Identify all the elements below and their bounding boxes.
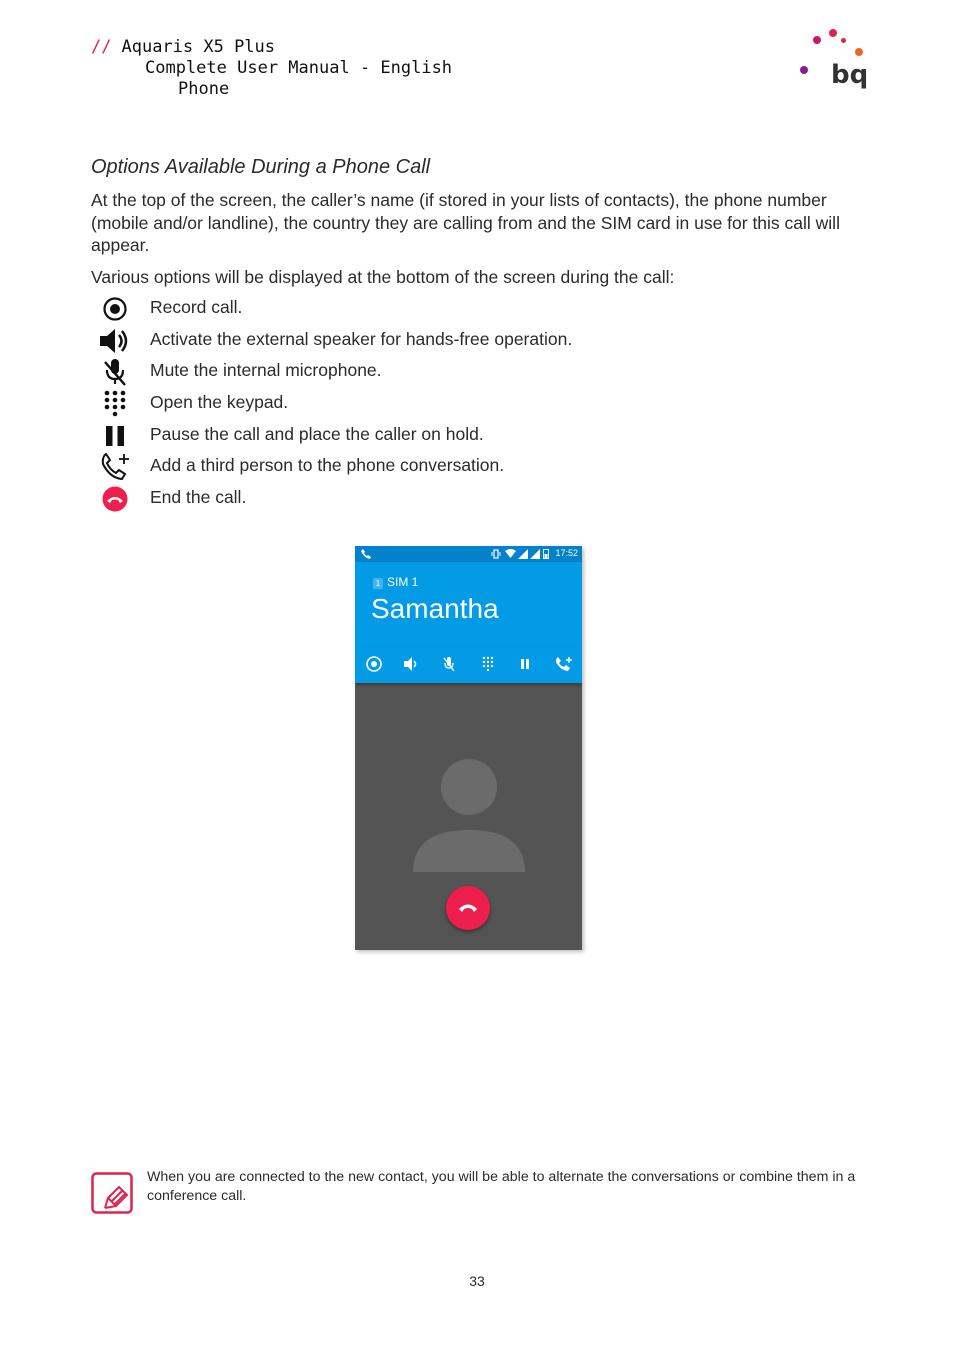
end-call-icon [98, 485, 132, 513]
sim-badge: 1 [373, 578, 383, 589]
speaker-icon [98, 327, 132, 355]
note-text: When you are connected to the new contact, you will be able to alternate the conversations or combine them in a conference call. [147, 1169, 856, 1204]
status-time: 17:52 [555, 548, 578, 558]
end-call-icon [458, 900, 478, 916]
option-text: Record call. [150, 297, 243, 317]
intro-paragraph: At the top of the screen, the caller’s name (if stored in your lists of contacts), the phone number (mobile and/or landline), the country they are calling from and the SIM card in use for this call will appear. [91, 190, 840, 255]
sim-label [373, 575, 418, 589]
logo-dot [855, 48, 863, 56]
logo-dot [829, 29, 837, 37]
logo-text: bq [831, 60, 869, 90]
note-icon [91, 1172, 133, 1214]
bq-logo [797, 26, 867, 96]
option-text: Mute the internal microphone. [150, 360, 382, 381]
keypad-icon [98, 390, 132, 418]
pause-icon [98, 422, 132, 450]
header-manual: Complete User Manual - English [145, 58, 453, 78]
end-call-button[interactable] [446, 886, 490, 930]
phone-status-icon [361, 549, 371, 559]
logo-dot [813, 36, 821, 44]
option-add-call [98, 451, 858, 483]
option-record [98, 293, 858, 325]
page-number: 33 [469, 1273, 485, 1289]
document-header [91, 37, 452, 100]
option-speaker [98, 325, 858, 357]
options-intro-paragraph: Various options will be displayed at the bottom of the screen during the call: [91, 267, 675, 287]
sim-text: SIM 1 [387, 575, 419, 589]
option-end-call [98, 483, 858, 515]
header-chapter: Phone [178, 79, 230, 99]
option-text: Add a third person to the phone conversation. [150, 455, 505, 476]
option-text: End the call. [150, 487, 247, 508]
signal-icon [530, 549, 540, 559]
header-slashes: // [91, 37, 112, 57]
option-text: Activate the external speaker for hands-free operation. [150, 328, 573, 349]
record-icon[interactable] [364, 655, 384, 673]
speaker-icon[interactable] [401, 655, 421, 673]
option-text: Open the keypad. [150, 392, 289, 413]
call-options-list [98, 293, 858, 515]
status-bar [355, 546, 582, 562]
keypad-icon[interactable] [478, 655, 498, 673]
contact-avatar-icon [411, 758, 527, 873]
pause-icon[interactable] [515, 655, 535, 673]
option-mute [98, 356, 858, 388]
caller-name: Samantha [371, 593, 499, 624]
logo-dot [800, 66, 808, 74]
option-text: Pause the call and place the caller on hold. [150, 423, 484, 444]
record-icon [98, 295, 132, 323]
section-title: Options Available During a Phone Call [91, 156, 431, 178]
add-call-icon [98, 453, 132, 481]
call-actions-bar [355, 647, 582, 683]
phone-call-screenshot [355, 546, 582, 950]
signal-icon [518, 549, 528, 559]
mute-mic-icon[interactable] [439, 655, 459, 673]
header-line-model [91, 37, 452, 58]
header-model: Aquaris X5 Plus [121, 37, 276, 57]
option-keypad [98, 388, 858, 420]
add-call-icon[interactable] [554, 655, 574, 673]
battery-icon [543, 548, 549, 559]
vibrate-icon [491, 549, 501, 559]
wifi-icon [505, 549, 516, 559]
logo-dot [841, 38, 846, 43]
option-pause [98, 420, 858, 452]
mute-mic-icon [98, 358, 132, 386]
